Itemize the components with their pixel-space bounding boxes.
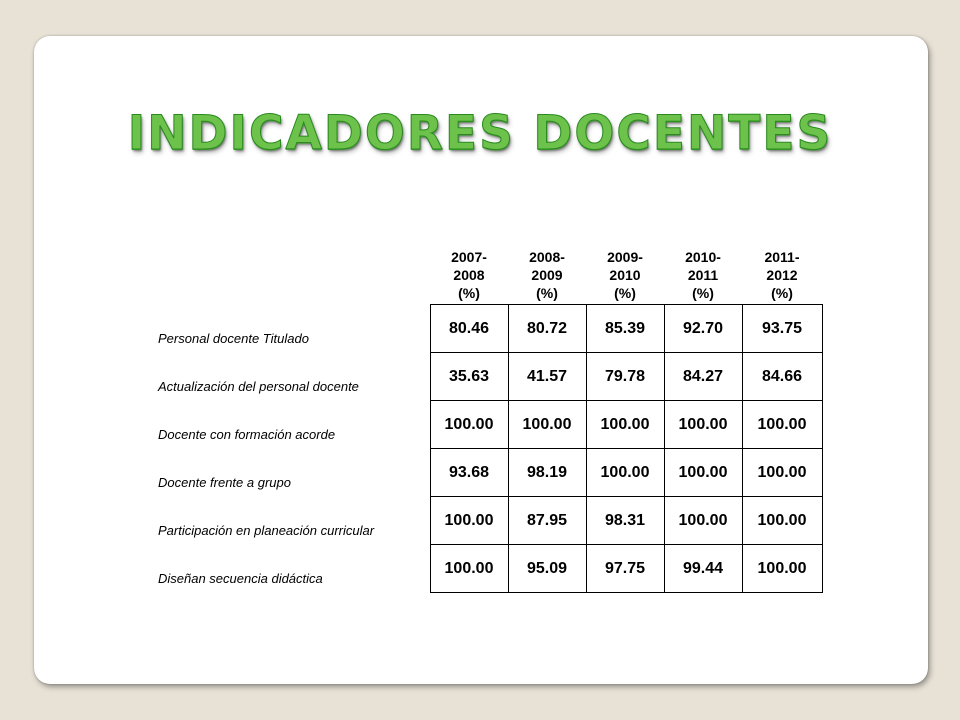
column-header <box>586 230 664 305</box>
table-cell: 87.95 <box>508 497 586 545</box>
table-row <box>150 401 822 449</box>
table-cell: 100.00 <box>664 449 742 497</box>
table-row <box>150 497 822 545</box>
table-cell: 100.00 <box>664 497 742 545</box>
column-header-line: 2010 <box>609 267 641 283</box>
table-row <box>150 545 822 593</box>
table-cell: 100.00 <box>742 545 822 593</box>
column-header-unit: (%) <box>614 285 636 301</box>
row-label: Participación en planeación curricular <box>158 522 375 538</box>
column-header-line: 2011 <box>687 267 719 283</box>
table-cell: 100.00 <box>430 401 508 449</box>
table-cell: 100.00 <box>742 497 822 545</box>
table-cell: 95.09 <box>508 545 586 593</box>
table-cell: 85.39 <box>586 305 664 353</box>
table-cell: 100.00 <box>664 401 742 449</box>
table-cell: 100.00 <box>742 449 822 497</box>
table-cell: 41.57 <box>508 353 586 401</box>
table-cell: 35.63 <box>430 353 508 401</box>
header-row <box>150 230 822 305</box>
column-header-line: 2009- <box>607 249 643 265</box>
table-cell: 93.75 <box>742 305 822 353</box>
table-cell: 100.00 <box>430 545 508 593</box>
table-row <box>150 305 822 353</box>
table-cell: 100.00 <box>586 401 664 449</box>
table-cell: 100.00 <box>508 401 586 449</box>
column-header <box>664 230 742 305</box>
table-cell: 84.66 <box>742 353 822 401</box>
table-cell: 84.27 <box>664 353 742 401</box>
table-cell: 98.31 <box>586 497 664 545</box>
table-cell: 80.46 <box>430 305 508 353</box>
table-cell: 80.72 <box>508 305 586 353</box>
column-header-line: 2012 <box>766 267 798 283</box>
row-label: Docente frente a grupo <box>158 474 291 490</box>
table-cell: 100.00 <box>586 449 664 497</box>
column-header-line: 2009 <box>531 267 563 283</box>
table-cell: 92.70 <box>664 305 742 353</box>
slide-title: INDICADORES DOCENTES <box>127 106 833 161</box>
header-empty-cell <box>150 230 430 305</box>
column-header-line: 2008- <box>529 249 565 265</box>
column-header-unit: (%) <box>692 285 714 301</box>
table-cell: 99.44 <box>664 545 742 593</box>
indicators-table <box>150 230 823 593</box>
column-header-unit: (%) <box>771 285 793 301</box>
table-cell: 79.78 <box>586 353 664 401</box>
column-header-line: 2008 <box>453 267 485 283</box>
row-label: Docente con formación acorde <box>158 426 336 442</box>
row-label: Actualización del personal docente <box>158 378 359 394</box>
column-header-line: 2007- <box>451 249 487 265</box>
column-header-unit: (%) <box>536 285 558 301</box>
table-cell: 98.19 <box>508 449 586 497</box>
column-header-line: 2010- <box>685 249 721 265</box>
table-cell: 100.00 <box>742 401 822 449</box>
column-header-line: 2011- <box>764 249 800 265</box>
table-cell: 97.75 <box>586 545 664 593</box>
table-cell: 93.68 <box>430 449 508 497</box>
table-row <box>150 353 822 401</box>
indicators-table-container <box>150 230 850 593</box>
column-header <box>508 230 586 305</box>
column-header-unit: (%) <box>458 285 480 301</box>
row-label: Personal docente Titulado <box>158 330 309 346</box>
table-row <box>150 449 822 497</box>
row-label: Diseñan secuencia didáctica <box>158 570 323 586</box>
table-cell: 100.00 <box>430 497 508 545</box>
column-header <box>430 230 508 305</box>
column-header <box>742 230 822 305</box>
